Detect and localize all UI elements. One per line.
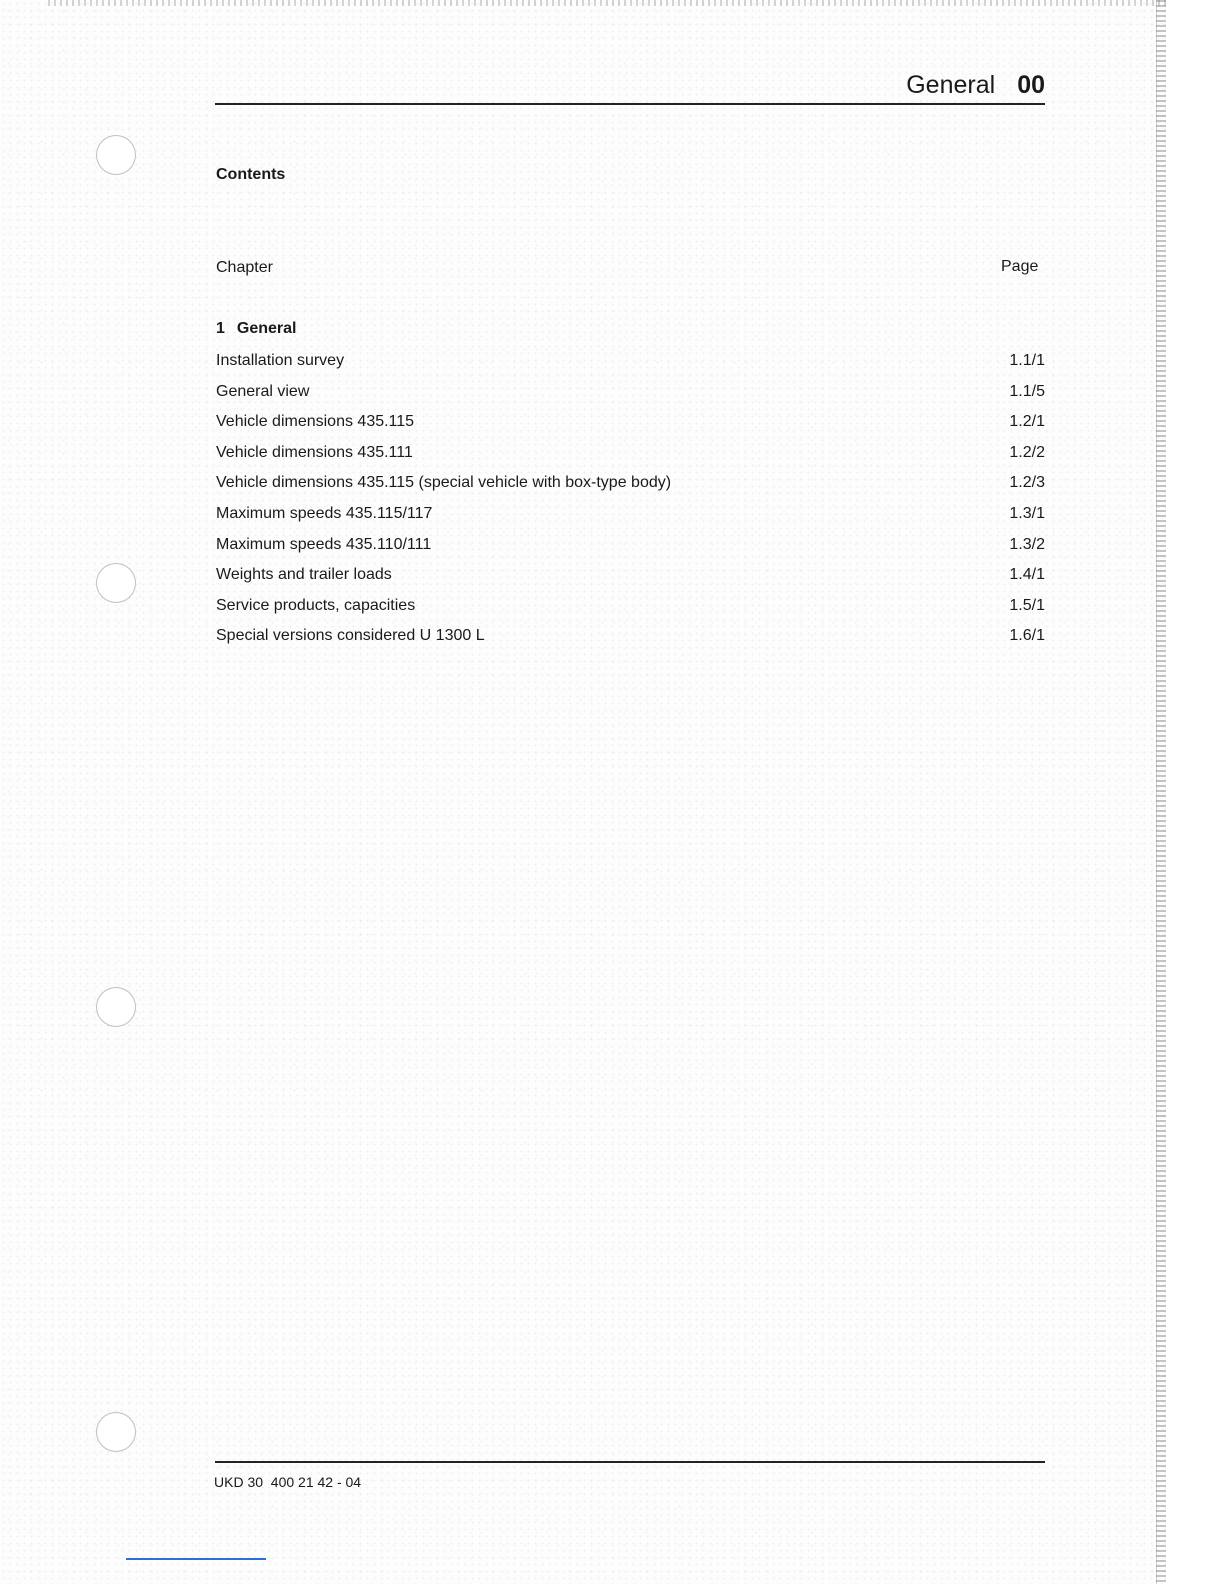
chapter-title: General (236, 320, 297, 337)
punch-hole (96, 1412, 136, 1452)
toc-entry (216, 564, 1046, 595)
toc-entry-page: 1.1/5 (1009, 382, 1045, 400)
toc-entry-page: 1.2/1 (1009, 413, 1045, 431)
chapter-heading (216, 320, 297, 338)
toc-entry-title: Special versions considered U 1300 L (216, 627, 485, 645)
toc-entry-title: Service products, capacities (216, 596, 416, 614)
toc-entry-title: Vehicle dimensions 435.115 (special vehicle with box-type body) (216, 474, 672, 492)
toc-entry-page: 1.5/1 (1009, 596, 1045, 614)
section-number: 00 (1017, 71, 1045, 99)
punch-hole (96, 563, 136, 603)
document-code: UKD 30 400 21 42 - 04 (214, 1474, 362, 1490)
toc-entry-title: Maximum speeds 435.115/117 (216, 504, 433, 522)
toc-entry (216, 625, 1046, 656)
footer-rule (215, 1461, 1045, 1463)
toc-entry (216, 442, 1046, 473)
toc-entry (216, 503, 1046, 534)
toc-entry-page: 1.1/1 (1009, 352, 1045, 369)
toc-entry (216, 534, 1046, 565)
toc-entry-title: General view (216, 382, 310, 400)
toc-entry-title: Installation survey (216, 352, 345, 369)
toc-entry-page: 1.4/1 (1009, 566, 1045, 584)
toc-entry-title: Vehicle dimensions 435.111 (216, 443, 413, 461)
punch-hole (96, 135, 136, 175)
chapter-column-heading: Chapter (216, 259, 273, 276)
scan-top-edge (48, 0, 1168, 6)
section-title: General (906, 71, 996, 99)
toc-entry (216, 472, 1046, 503)
toc-entry-title: Vehicle dimensions 435.115 (216, 413, 415, 431)
scan-artifact-line (126, 1558, 266, 1560)
toc-entry (216, 595, 1046, 626)
page-header (906, 70, 1045, 100)
scan-right-margin (1166, 0, 1224, 1584)
toc-entry-page: 1.2/3 (1009, 474, 1045, 492)
toc-entry-page: 1.3/2 (1009, 535, 1045, 553)
toc-entry (216, 411, 1046, 442)
toc-entry-title: Maximum speeds 435.110/111 (216, 535, 432, 553)
toc-entry-page: 1.6/1 (1009, 627, 1045, 645)
toc-entry (216, 350, 1046, 381)
header-rule (215, 103, 1045, 105)
table-of-contents (216, 350, 1046, 656)
toc-entry-page: 1.2/2 (1009, 443, 1045, 461)
page-column-heading: Page (1001, 258, 1039, 275)
chapter-number: 1 (216, 320, 225, 337)
toc-entry (216, 381, 1046, 412)
toc-entry-page: 1.3/1 (1009, 504, 1045, 522)
scan-right-edge (1156, 0, 1166, 1584)
contents-heading: Contents (216, 166, 286, 183)
punch-hole (96, 987, 136, 1027)
toc-entry-title: Weights and trailer loads (216, 566, 392, 584)
